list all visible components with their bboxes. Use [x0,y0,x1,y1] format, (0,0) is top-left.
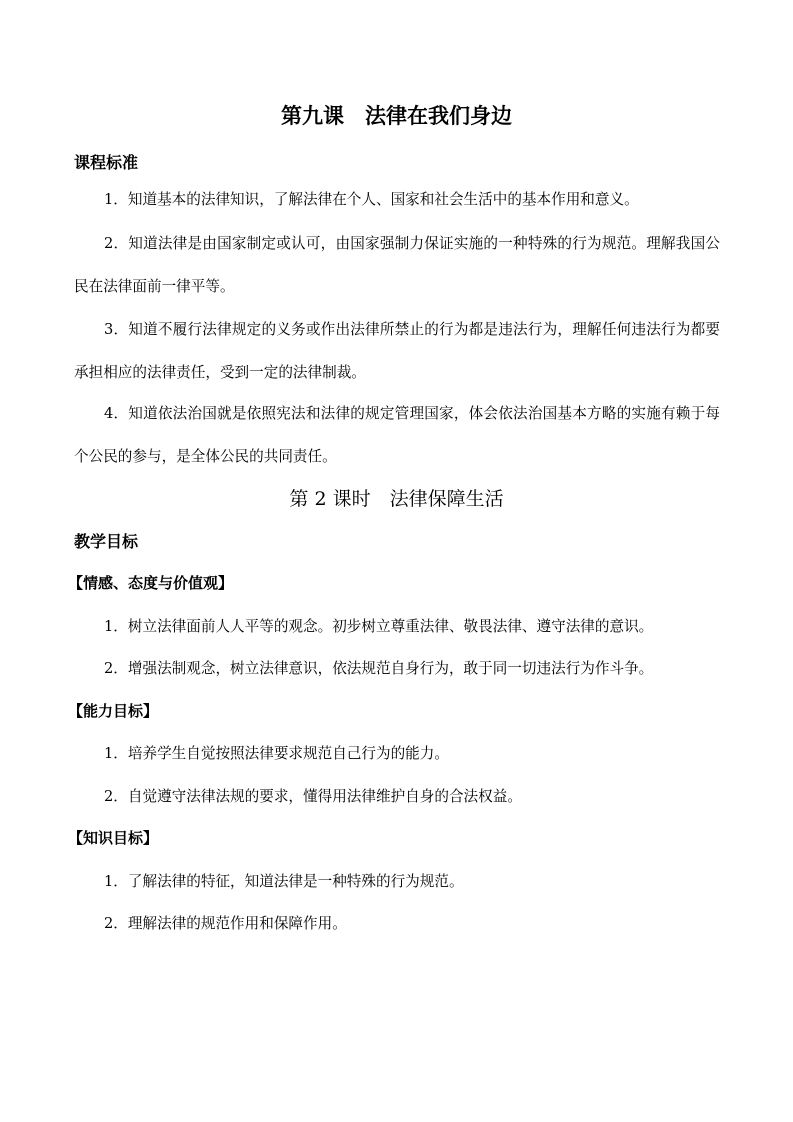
emotion-goals-heading: 【情感、态度与价值观】 [68,574,234,592]
knowledge-goal-2: 2．理解法律的规范作用和保障作用。 [104,915,347,932]
ability-goals-heading: 【能力目标】 [68,702,159,720]
emotion-goal-1: 1．树立法律面前人人平等的观念。初步树立尊重法律、敬畏法律、遵守法律的意识。 [104,618,654,635]
course-standard-heading: 课程标准 [74,153,139,172]
emotion-goal-2: 2．增强法制观念，树立法律意识，依法规范自身行为，敢于同一切违法行为作斗争。 [104,660,654,677]
ability-goal-1: 1．培养学生自觉按照法律要求规范自己行为的能力。 [104,745,449,762]
teaching-goals-heading: 教学目标 [74,532,139,551]
standard-item-1: 1．知道基本的法律知识，了解法律在个人、国家和社会生活中的基本作用和意义。 [104,191,639,208]
lesson-subtitle: 第 2 课时 法律保障生活 [289,488,504,510]
knowledge-goals-heading: 【知识目标】 [68,829,159,847]
standard-item-2: 2．知道法律是由国家制定或认可，由国家强制力保证实施的一种特殊的行为规范。理解我国公民在法律面前一律平等。 [74,235,720,295]
standard-item-3: 3．知道不履行法律规定的义务或作出法律所禁止的行为都是违法行为，理解任何违法行为都要承担相应的法律责任，受到一定的法律制裁。 [74,321,720,381]
standard-item-4: 4．知道依法治国就是依照宪法和法律的规定管理国家，体会依法治国基本方略的实施有赖于每个公民的参与，是全体公民的共同责任。 [74,405,720,465]
knowledge-goal-1: 1．了解法律的特征，知道法律是一种特殊的行为规范。 [104,873,464,890]
page-title: 第九课 法律在我们身边 [281,103,512,128]
ability-goal-2: 2．自觉遵守法律法规的要求，懂得用法律维护自身的合法权益。 [104,788,522,805]
